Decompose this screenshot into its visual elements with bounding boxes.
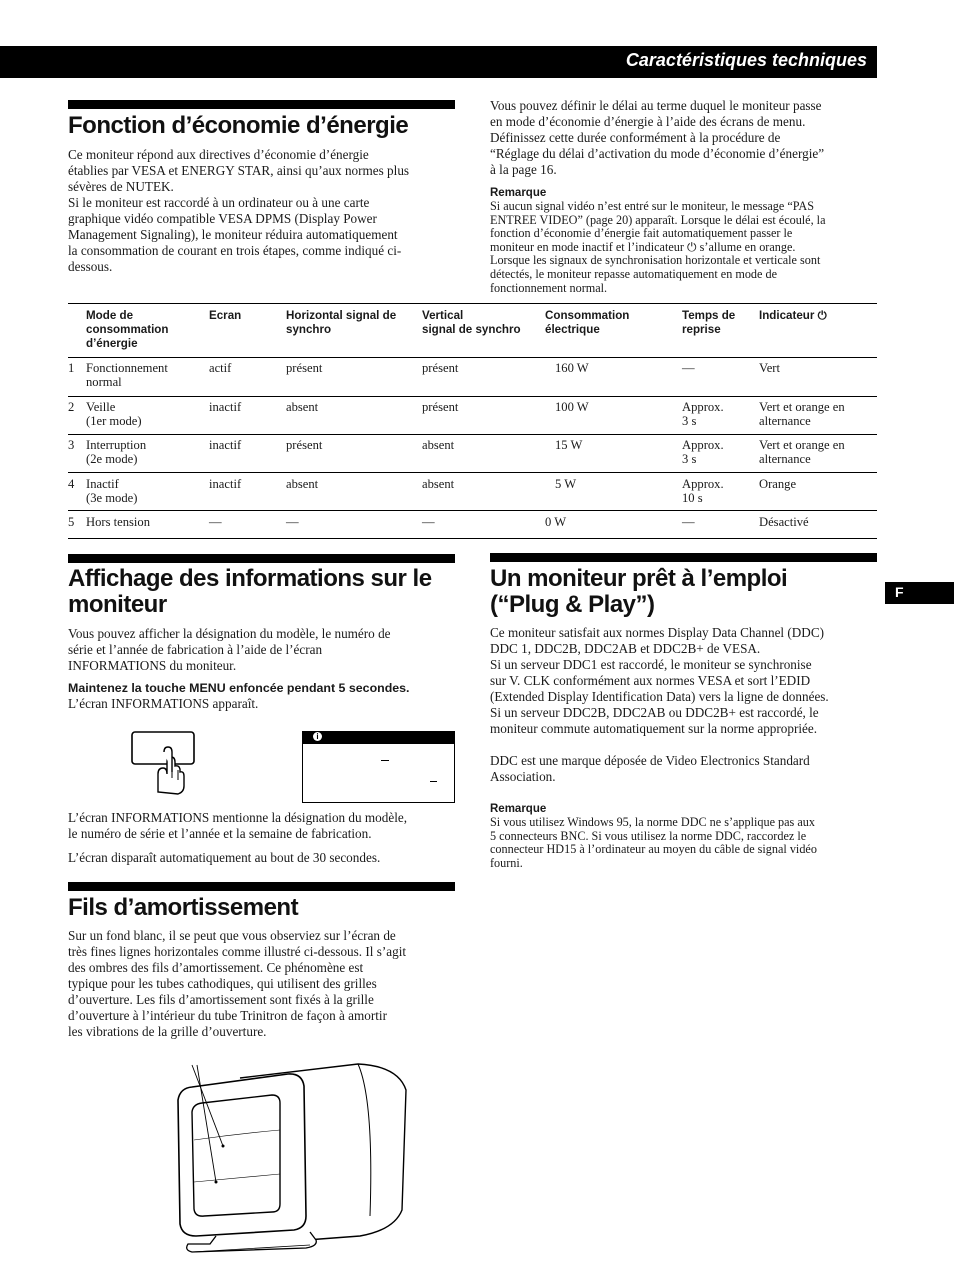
cell-temps: —: [682, 361, 695, 375]
energy-note-line: Si aucun signal vidéo n’est entré sur le moniteur, le message “PAS: [490, 199, 814, 213]
info-title-line: Affichage des informations sur le: [68, 565, 432, 592]
language-tab-label: F: [895, 584, 904, 600]
energy-note-title: Remarque: [490, 187, 547, 199]
cell-vertical: absent: [422, 477, 455, 491]
section-rule: [490, 553, 877, 562]
cell-consommation: 100 W: [555, 400, 589, 414]
cell-vertical: —: [422, 515, 435, 529]
table-row-line: [68, 510, 877, 511]
col-header-horizontal: Horizontal signal de synchro: [286, 309, 397, 336]
table-row-line: [68, 396, 877, 397]
info-title: [68, 566, 432, 618]
energy-intro-line: dessous.: [68, 259, 113, 274]
info-description: [68, 810, 463, 842]
energy-intro-line: la consommation de courant en trois étapes, comme indiqué ci-: [68, 243, 402, 258]
cell-temps: —: [682, 515, 695, 529]
cell-num: 5: [68, 515, 75, 529]
table-bottom-line: [68, 538, 877, 539]
col-header-mode: Mode de consommation d’énergie: [86, 309, 169, 350]
cell-temps: Approx. 10 s: [682, 477, 724, 505]
osd-line-mark: [381, 760, 389, 761]
wires-body-line: très fines lignes horizontales comme illustré ci-dessous. Il s’agit: [68, 944, 407, 959]
cell-ecran: inactif: [209, 477, 242, 491]
wires-body-line: typique pour les tubes cathodiques, qui utilisent des grilles: [68, 976, 377, 991]
cell-ecran: —: [209, 515, 222, 529]
info-icon: i: [313, 732, 322, 741]
plug-body-line: Si un serveur DDC2B, DDC2AB ou DDC2B+ est raccordé, le: [490, 705, 819, 720]
header-title: Caractéristiques techniques: [625, 50, 867, 70]
plug-body-line: Si un serveur DDC1 est raccordé, le moniteur se synchronise: [490, 657, 812, 672]
energy-intro-line: sévères de NUTEK.: [68, 179, 174, 194]
cell-temps: Approx. 3 s: [682, 400, 724, 428]
energy-note-line: fonction d’économie d’énergie fait automatiquement passer le: [490, 226, 793, 241]
cell-mode: Inactif (3e mode): [86, 477, 138, 505]
plug-note-line: fourni.: [490, 855, 523, 870]
table-top-border: [68, 303, 877, 304]
energy-title: Fonction d’économie d’énergie: [68, 112, 409, 139]
plug-note-line: connecteur HD15 à l’ordinateur au moyen du câble de signal vidéo: [490, 842, 817, 857]
cell-mode: Fonctionnement normal: [86, 361, 168, 389]
cell-horizontal: absent: [286, 400, 319, 414]
energy-note-line: fonctionnement normal.: [490, 280, 608, 295]
info-description-line: le numéro de série et l’année et la semaine de fabrication.: [68, 826, 372, 841]
cell-ecran: actif: [209, 361, 232, 375]
cell-vertical: absent: [422, 438, 455, 452]
energy-note-line: ENTREE VIDEO” (page 20) apparaît. Lorsque le délai est écoulé, la: [490, 212, 826, 227]
plug-note-line: 5 connecteurs BNC. Si vous utilisez la norme DDC, raccordez le: [490, 828, 807, 843]
cell-mode: Interruption (2e mode): [86, 438, 147, 466]
plug-trademark-line: DDC est une marque déposée de Video Electronics Standard: [490, 753, 810, 768]
wires-body: [68, 928, 463, 1040]
energy-intro-line: graphique vidéo compatible VESA DPMS (Display Power: [68, 211, 377, 226]
cell-ecran: inactif: [209, 438, 242, 452]
info-title-line: moniteur: [68, 591, 167, 618]
cell-vertical: présent: [422, 361, 459, 375]
cell-indicateur: Désactivé: [759, 515, 809, 529]
plug-title-line: (“Plug & Play”): [490, 591, 655, 618]
osd-line-mark: [430, 781, 437, 782]
cell-num: 4: [68, 477, 75, 491]
cell-indicateur: Vert: [759, 361, 780, 375]
monitor-illustration: [170, 1060, 420, 1255]
info-auto-close: L’écran disparaît automatiquement au bout de 30 secondes.: [68, 850, 381, 865]
cell-mode: Veille (1er mode): [86, 400, 142, 428]
cell-indicateur: Vert et orange en alternance: [759, 438, 845, 466]
plug-body-line: sur V. CLK conformément aux normes VESA et sort l’EDID: [490, 673, 811, 688]
plug-body-line: Ce moniteur satisfait aux normes Display Data Channel (DDC): [490, 625, 825, 640]
info-description-line: L’écran INFORMATIONS mentionne la désignation du modèle,: [68, 810, 408, 825]
power-modes-table: [68, 303, 877, 539]
section-rule: [68, 882, 455, 891]
info-instruction: Maintenez la touche MENU enfoncée pendant 5 secondes.: [68, 681, 410, 695]
energy-intro-line: Ce moniteur répond aux directives d’économie d’énergie: [68, 147, 369, 162]
energy-note-line: détectés, le moniteur repasse automatiquement en mode de: [490, 266, 777, 281]
info-after-instruction: L’écran INFORMATIONS apparaît.: [68, 696, 259, 711]
cell-indicateur: Vert et orange en alternance: [759, 400, 845, 428]
col-header-vertical: Vertical signal de synchro: [422, 309, 521, 336]
energy-right-line: Définissez cette durée conformément à la procédure de: [490, 130, 781, 145]
osd-information-screen: [302, 731, 455, 803]
energy-right-line: “Réglage du délai d’activation du mode d’économie d’énergie”: [490, 146, 825, 161]
header-bar: [0, 46, 877, 78]
wires-body-line: Sur un fond blanc, il se peut que vous observiez sur l’écran de: [68, 928, 396, 943]
col-header-temps: Temps de reprise: [682, 309, 736, 336]
plug-title-line: Un moniteur prêt à l’emploi: [490, 565, 788, 592]
cell-consommation: 15 W: [555, 438, 583, 452]
col-header-consommation: Consommation électrique: [545, 309, 630, 336]
plug-trademark-line: Association.: [490, 769, 556, 784]
energy-right-line: Vous pouvez définir le délai au terme duquel le moniteur passe: [490, 98, 822, 113]
energy-right-line: à la page 16.: [490, 162, 557, 177]
cell-horizontal: présent: [286, 361, 323, 375]
col-header-ecran: Ecran: [209, 309, 242, 322]
plug-body-line: moniteur commute automatiquement sur la norme appropriée.: [490, 721, 818, 736]
energy-intro-line: Si le moniteur est raccordé à un ordinateur ou à une carte: [68, 195, 370, 210]
osd-title-bar: [303, 732, 454, 744]
wires-body-line: d’ouverture à l’intérieur du tube Trinitron de façon à amortir: [68, 1008, 387, 1023]
cell-horizontal: présent: [286, 438, 323, 452]
plug-note: [490, 816, 885, 870]
table-row-line: [68, 434, 877, 435]
energy-note-line: moniteur en mode inactif et l’indicateur ⏻ s’allume en orange.: [490, 239, 796, 254]
cell-ecran: inactif: [209, 400, 242, 414]
cell-temps: Approx. 3 s: [682, 438, 724, 466]
energy-note: [490, 200, 882, 295]
cell-mode: Hors tension: [86, 515, 151, 529]
plug-body-line: DDC 1, DDC2B, DDC2AB et DDC2B+ de VESA.: [490, 641, 761, 656]
cell-horizontal: absent: [286, 477, 319, 491]
cell-vertical: présent: [422, 400, 459, 414]
cell-num: 3: [68, 438, 75, 452]
energy-intro: [68, 147, 463, 275]
language-tab: [885, 582, 954, 604]
info-intro-line: Vous pouvez afficher la désignation du modèle, le numéro de: [68, 626, 391, 641]
wires-body-line: des ombres des fils d’amortissement. Ce phénomène est: [68, 960, 364, 975]
cell-num: 2: [68, 400, 75, 414]
col-header-indicateur: Indicateur ⏻: [759, 309, 827, 322]
cell-consommation: 160 W: [555, 361, 589, 375]
energy-note-line: Lorsque les signaux de synchronisation horizontale et verticale sont: [490, 253, 821, 268]
wires-body-line: les vibrations de la grille d’ouverture.: [68, 1024, 267, 1039]
cell-indicateur: Orange: [759, 477, 797, 491]
plug-body: [490, 625, 885, 737]
info-intro-line: INFORMATIONS du moniteur.: [68, 658, 237, 673]
wires-title: Fils d’amortissement: [68, 894, 299, 921]
plug-title: [490, 566, 787, 618]
plug-trademark: [490, 753, 885, 785]
energy-intro-line: établies par VESA et ENERGY STAR, ainsi qu’aux normes plus: [68, 163, 410, 178]
info-intro: [68, 626, 463, 674]
plug-note-line: Si vous utilisez Windows 95, la norme DDC ne s’applique pas aux: [490, 815, 815, 829]
energy-right-text: [490, 98, 885, 178]
cell-consommation: 5 W: [555, 477, 577, 491]
plug-note-title: Remarque: [490, 803, 547, 815]
plug-body-line: (Extended Display Identification Data) vers la ligne de données.: [490, 689, 829, 704]
cell-num: 1: [68, 361, 75, 375]
table-row-line: [68, 472, 877, 473]
info-intro-line: série et l’année de fabrication à l’aide de l’écran: [68, 642, 323, 657]
energy-right-line: en mode d’économie d’énergie à l’aide des écrans de menu.: [490, 114, 806, 129]
section-rule: [68, 100, 455, 109]
wires-body-line: d’ouverture. Les fils d’amortissement sont fixés à la grille: [68, 992, 374, 1007]
cell-consommation: 0 W: [545, 515, 567, 529]
menu-button-illustration: [128, 728, 198, 798]
section-rule: [68, 554, 455, 563]
cell-horizontal: —: [286, 515, 299, 529]
table-header-line: [68, 357, 877, 358]
energy-intro-line: Management Signaling), le moniteur réduira automatiquement: [68, 227, 398, 242]
